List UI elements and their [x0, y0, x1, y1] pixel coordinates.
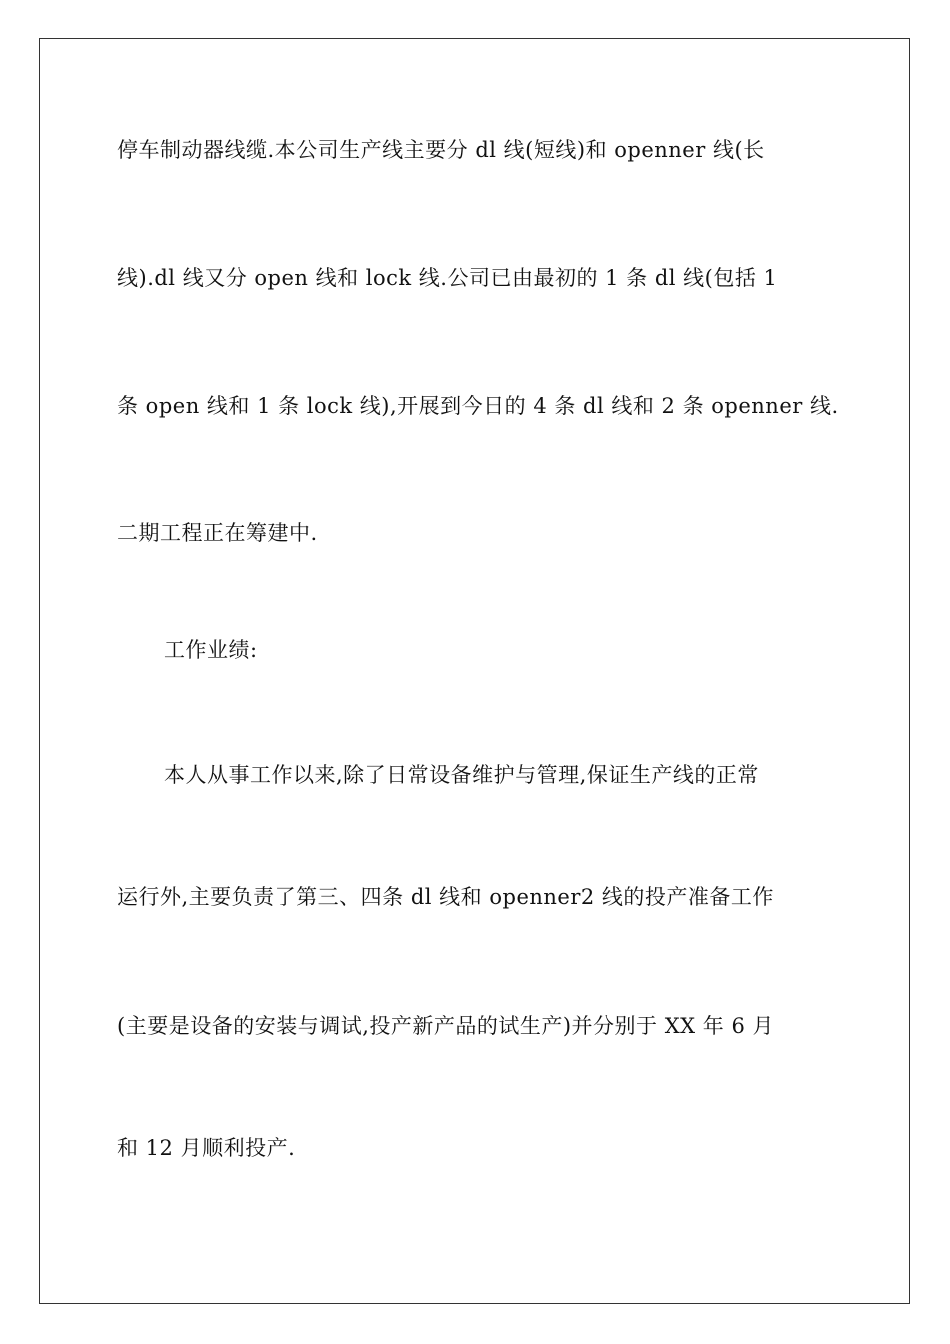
paragraph-line-4: 二期工程正在筹建中.: [117, 521, 318, 545]
paragraph-line-3: 条 open 线和 1 条 lock 线),开展到今日的 4 条 dl 线和 2 条 openner 线.: [117, 394, 839, 418]
paragraph-line-8: 和 12 月顺利投产.: [117, 1136, 296, 1160]
page-frame: [39, 38, 910, 1304]
paragraph-line-2: 线).dl 线又分 open 线和 lock 线.公司已由最初的 1 条 dl 线(包括 1: [117, 266, 778, 290]
paragraph-line-7: (主要是设备的安装与调试,投产新产品的试生产)并分别于 XX 年 6 月: [117, 1014, 775, 1038]
section-heading: 工作业绩:: [164, 638, 258, 662]
paragraph-line-6: 运行外,主要负责了第三、四条 dl 线和 openner2 线的投产准备工作: [117, 885, 774, 909]
paragraph-line-5: 本人从事工作以来,除了日常设备维护与管理,保证生产线的正常: [164, 763, 759, 787]
paragraph-line-1: 停车制动器线缆.本公司生产线主要分 dl 线(短线)和 openner 线(长: [117, 138, 765, 162]
